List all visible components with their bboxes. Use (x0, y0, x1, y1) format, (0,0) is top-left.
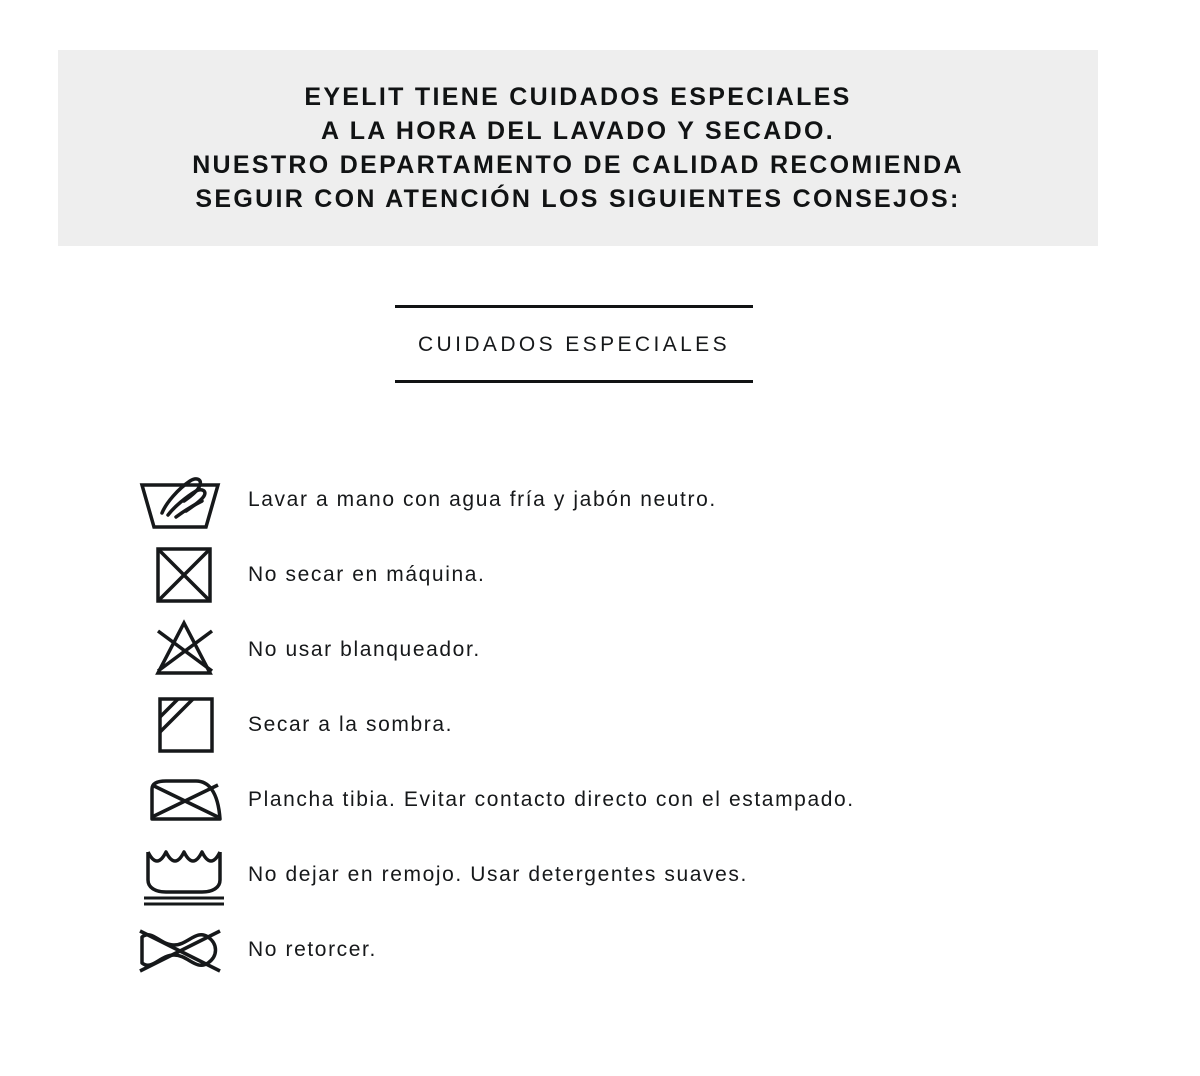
page-title: CUIDADOS ESPECIALES (417, 333, 730, 356)
header-line-3: NUESTRO DEPARTAMENTO DE CALIDAD RECOMIENDA (192, 151, 964, 179)
care-row-do-not-soak (128, 837, 1168, 912)
care-instruction-list (128, 462, 1168, 987)
hand-wash-icon (128, 467, 248, 533)
no-bleach-icon (128, 617, 248, 683)
care-row-no-bleach (128, 612, 1168, 687)
do-not-wring-icon (128, 917, 248, 983)
care-text-do-not-wring: No retorcer. (248, 937, 377, 961)
care-text-dry-in-shade: Secar a la sombra. (248, 712, 454, 736)
iron-low-heat-icon (128, 767, 248, 833)
care-text-do-not-soak: No dejar en remojo. Usar detergentes suaves. (248, 862, 748, 886)
divider-bottom (395, 380, 753, 383)
care-row-dry-in-shade (128, 687, 1168, 762)
dry-in-shade-icon (128, 692, 248, 758)
care-text-hand-wash: Lavar a mano con agua fría y jabón neutro. (248, 487, 717, 511)
do-not-soak-icon (128, 842, 248, 908)
no-tumble-dry-icon (128, 542, 248, 608)
header-line-1: EYELIT TIENE CUIDADOS ESPECIALES (304, 83, 852, 111)
care-row-do-not-wring (128, 912, 1168, 987)
care-row-hand-wash (128, 462, 1168, 537)
care-text-iron-low-heat: Plancha tibia. Evitar contacto directo con el estampado. (248, 787, 855, 811)
care-row-iron-low-heat (128, 762, 1168, 837)
header-banner (58, 50, 1098, 246)
header-line-4: SEGUIR CON ATENCIÓN LOS SIGUIENTES CONSEJOS: (195, 185, 961, 213)
care-text-no-bleach: No usar blanqueador. (248, 637, 481, 661)
section-title-block (395, 305, 753, 383)
care-text-no-tumble-dry: No secar en máquina. (248, 562, 486, 586)
header-line-2: A LA HORA DEL LAVADO Y SECADO. (321, 117, 835, 145)
care-row-no-tumble-dry (128, 537, 1168, 612)
